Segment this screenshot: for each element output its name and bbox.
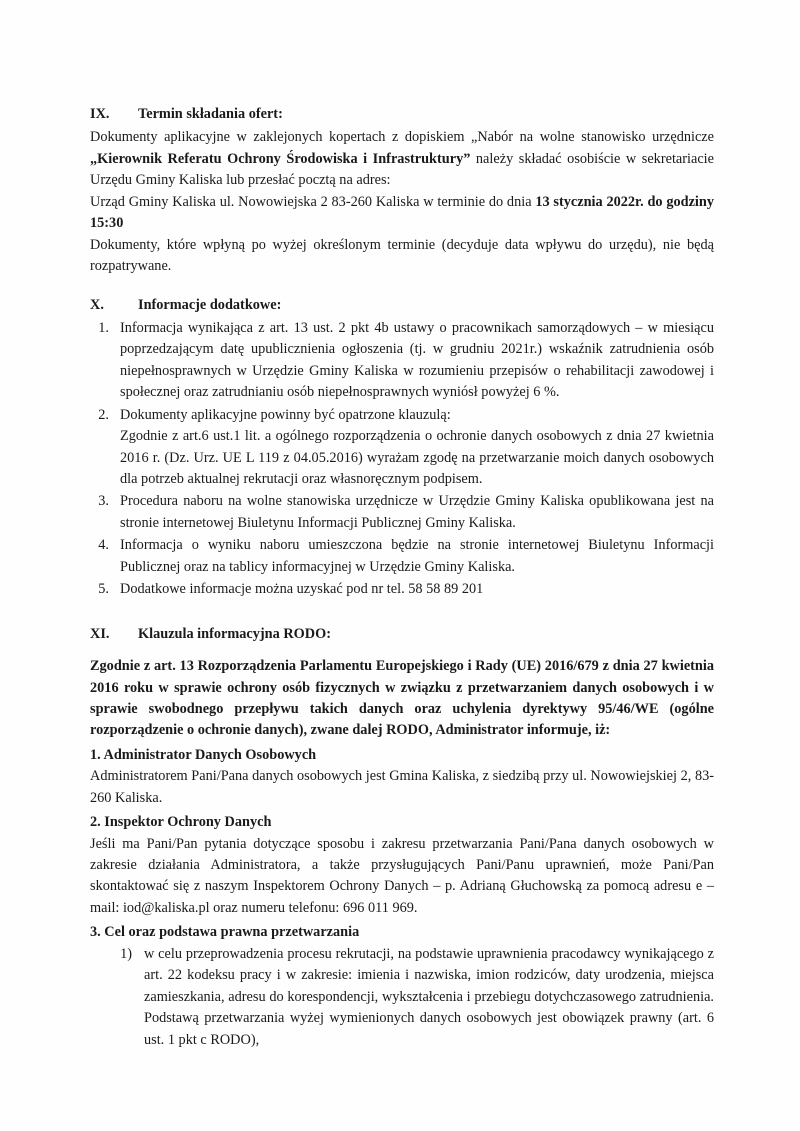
section-number-x: X. (90, 296, 104, 313)
section-title-x: Informacje dodatkowe: (138, 296, 282, 313)
rodo-administrator-text: Administratorem Pani/Pana danych osobowych jest Gmina Kaliska, z siedzibą przy ul. Nowowiejskiej 2, 83-260 Kaliska. (90, 768, 714, 806)
section-ix-p1-position: „Kierownik Referatu Ochrony Środowiska i Infrastruktury” (90, 150, 471, 167)
list-item (86, 579, 714, 600)
list-item (86, 535, 714, 578)
list-item (86, 405, 714, 491)
section-ix-p1-tail: należy składać osobiście w sekretariacie Urzędu Gminy Kaliska lub przesłać pocztą na adres: (90, 150, 714, 189)
section-heading-x (86, 295, 714, 316)
section-title-xi: Klauzula informacyjna RODO: (138, 625, 332, 642)
section-x-list (86, 318, 714, 601)
list-subtext-clause: Zgodnie z art.6 ust.1 lit. a ogólnego rozporządzenia o ochronie danych osobowych z dnia 27 kwietnia 2016 r. (Dz. Urz. UE L 119 z 04.05.2016) wyrażam zgodę na przetwarzanie moich danych osobowych dla potrzeb aktualnej rekrutacji oraz własnoręcznym podpisem. (120, 428, 714, 487)
section-heading-xi (86, 624, 714, 645)
list-text: w celu przeprowadzenia procesu rekrutacji, na podstawie uprawnienia pracodawcy wynikającego z art. 22 kodeksu pracy i w zakresie: imienia i nazwiska, imion rodziców, daty urodzenia, miejsca zamieszkania, adresu do korespondencji, wykształcenia i przebiegu dotychczasowego zatrudnienia. Podstawą przetwarzania wyżej wymienionych danych osobowych jest obowiązek prawny (art. 6 ust. 1 pkt c RODO), (144, 945, 714, 1048)
section-ix-paragraph-3: Dokumenty, które wpłyną po wyżej określonym terminie (decyduje data wpływu do urzędu), nie będą rozpatrywane. (90, 236, 714, 275)
list-item (86, 318, 714, 404)
list-item (86, 944, 714, 1051)
spacer-before-rodo-intro (86, 647, 714, 656)
rodo-subheading-inspector: 2. Inspektor Ochrony Danych (90, 814, 272, 831)
spacer-after-section-x (86, 602, 714, 624)
list-marker: 4. (98, 537, 109, 554)
rodo-inspector-text: Jeśli ma Pani/Pan pytania dotyczące sposobu i zakresu przetwarzania Pani/Pana danych osobowych w zakresie działania Administratora, a także przysługujących Pani/Panu uprawnień, może Pani/Pan skontaktować się z naszym Inspektorem Ochrony Danych – p. Adrianą Głuchowską za pomocą adresu e – mail: iod@kaliska.pl oraz numeru telefonu: 696 011 969. (90, 835, 714, 916)
list-text: Procedura naboru na wolne stanowiska urzędnicze w Urzędzie Gminy Kaliska opublikowana jest na stronie internetowej Biuletynu Informacji Publicznej Gminy Kaliska. (120, 493, 714, 531)
list-text-group (120, 405, 714, 491)
list-marker: 1. (98, 319, 109, 336)
section-ix-paragraph-1 (86, 127, 714, 191)
list-text: Dokumenty aplikacyjne powinny być opatrzone klauzulą: (120, 406, 451, 423)
list-text: Dodatkowe informacje można uzyskać pod nr tel. 58 58 89 201 (120, 581, 484, 598)
rodo-intro-paragraph: Zgodnie z art. 13 Rozporządzenia Parlamentu Europejskiego i Rady (UE) 2016/679 z dnia 27 kwietnia 2016 roku w sprawie ochrony osób fizycznych w związku z przetwarzaniem danych osobowych i w sprawie swobodnego przepływu takich danych oraz uchylenia dyrektywy 95/46/WE (ogólne rozporządzenie o ochronie danych), zwane dalej RODO, Administrator informuje, iż: (90, 658, 714, 739)
list-marker: 2. (98, 406, 109, 423)
section-ix-paragraph-2 (86, 192, 714, 235)
document-body (86, 104, 714, 1051)
list-marker: 5. (98, 581, 109, 598)
list-marker: 1) (120, 945, 132, 962)
list-marker: 3. (98, 493, 109, 510)
rodo-subheading-administrator: 1. Administrator Danych Osobowych (90, 746, 317, 763)
section-heading-ix (86, 104, 714, 125)
section-ix-deadline: 13 stycznia 2022r. do godziny 15:30 (90, 193, 714, 232)
list-item (86, 491, 714, 534)
section-number-ix: IX. (90, 106, 110, 122)
rodo-purpose-list (86, 944, 714, 1051)
rodo-subheading-purpose: 3. Cel oraz podstawa prawna przetwarzania (90, 924, 360, 941)
section-ix-p2-lead: Urząd Gminy Kaliska ul. Nowowiejska 2 83-260 Kaliska w terminie do dnia (90, 193, 536, 210)
section-title-ix: Termin składania ofert: (138, 106, 283, 122)
spacer-after-section-ix (86, 278, 714, 295)
list-text: Informacja wynikająca z art. 13 ust. 2 pkt 4b ustawy o pracownikach samorządowych – w miesiącu poprzedzającym datę upublicznienia ogłoszenia (tj. w grudniu 2021r.) wskaźnik zatrudnienia osób niepełnosprawnych w Urzędzie Gminy Kaliska w rozumieniu przepisów o rehabilitacji zawodowej i społecznej oraz zatrudnianiu osób niepełnosprawnych wyniósł powyżej 6 %. (120, 319, 714, 401)
list-text: Informacja o wyniku naboru umieszczona będzie na stronie internetowej Biuletynu Informacji Publicznej oraz na tablicy informacyjnej w Urzędzie Gminy Kaliska. (120, 537, 714, 575)
section-ix-p1-lead: Dokumenty aplikacyjne w zaklejonych kopertach z dopiskiem „Nabór na wolne stanowisko urzędnicze (90, 129, 714, 146)
section-number-xi: XI. (90, 625, 110, 642)
